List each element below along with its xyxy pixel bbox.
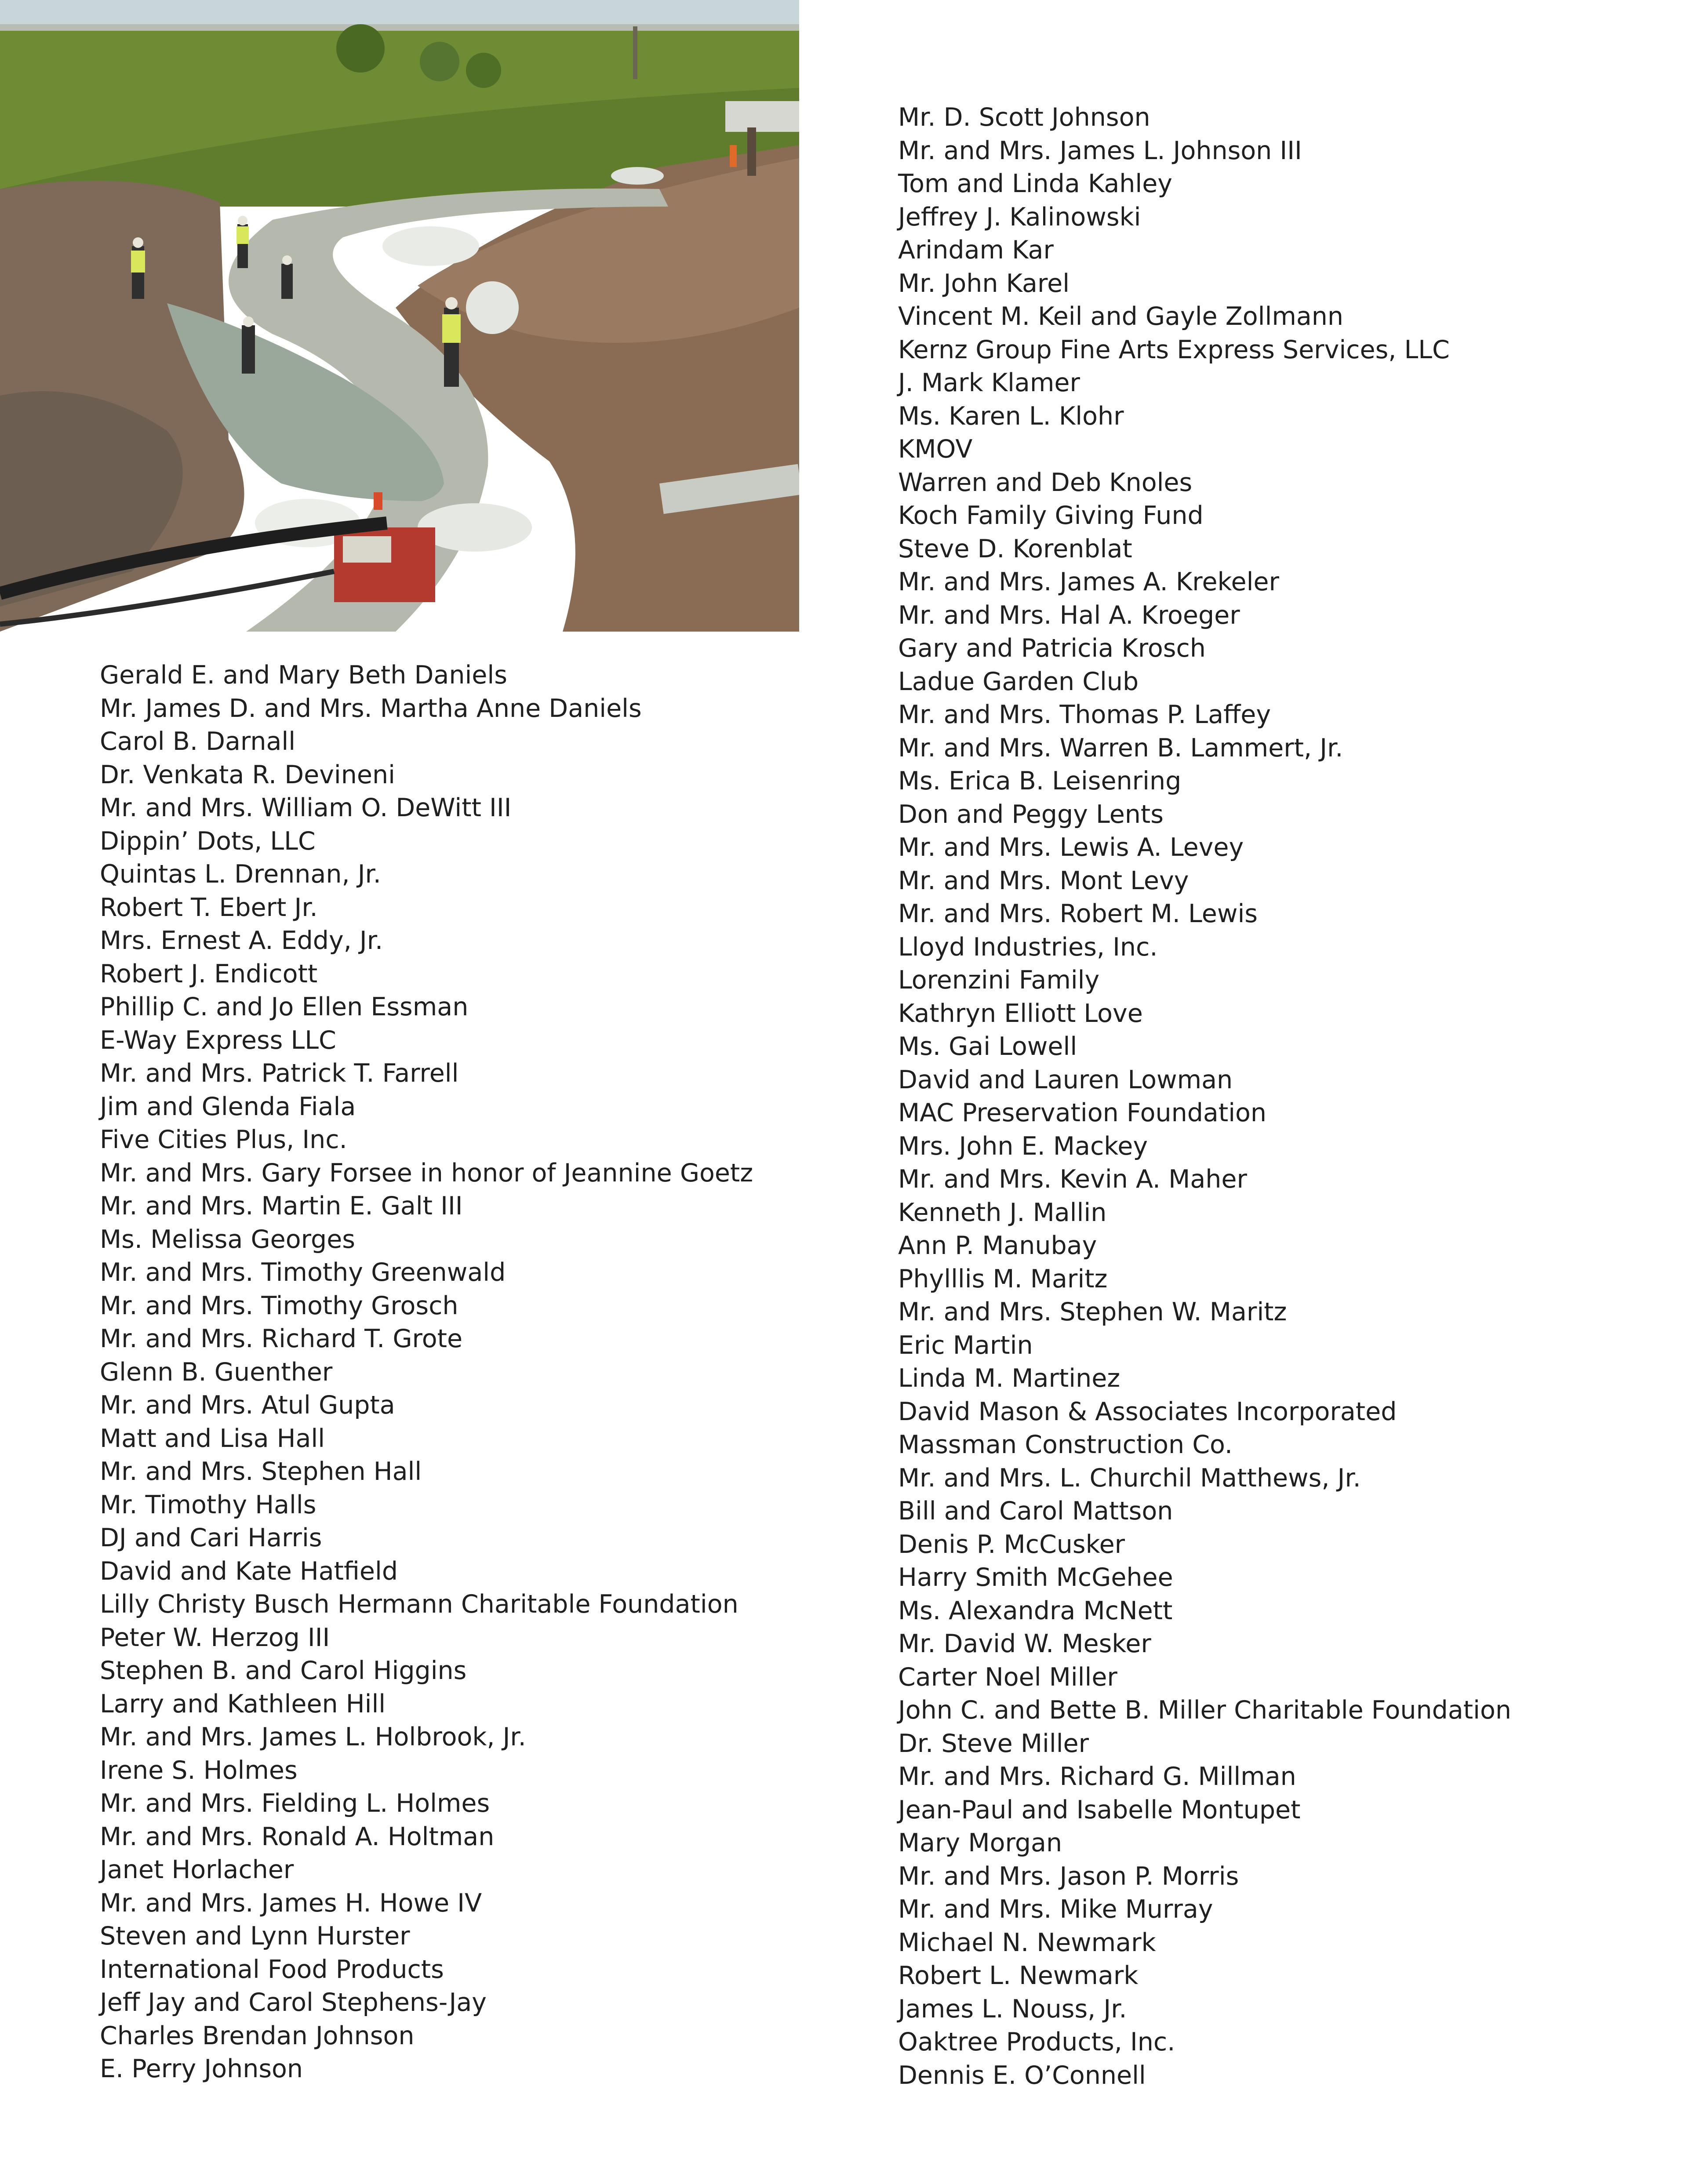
donor-name: Mr. and Mrs. L. Churchil Matthews, Jr. [898, 1463, 1361, 1493]
donor-name: Mr. and Mrs. Richard G. Millman [898, 1762, 1296, 1791]
construction-photo [0, 0, 799, 632]
donor-name: Mr. James D. and Mrs. Martha Anne Daniels [100, 694, 642, 723]
donor-name: John C. and Bette B. Miller Charitable Foundation [898, 1696, 1511, 1725]
donor-name: Ms. Gai Lowell [898, 1032, 1077, 1061]
donor-name: Lloyd Industries, Inc. [898, 932, 1158, 962]
donor-name: Mr. and Mrs. James H. Howe IV [100, 1888, 482, 1918]
donor-name: Mr. D. Scott Johnson [898, 103, 1150, 132]
donor-name: DJ and Cari Harris [100, 1523, 322, 1552]
donor-name: Mr. and Mrs. Stephen Hall [100, 1457, 422, 1486]
donor-name: Stephen B. and Carol Higgins [100, 1656, 467, 1685]
donor-name: Matt and Lisa Hall [100, 1424, 325, 1453]
donor-name: Mr. and Mrs. James L. Holbrook, Jr. [100, 1722, 526, 1752]
donor-name: Mr. and Mrs. Robert M. Lewis [898, 899, 1258, 928]
donor-name: Mr. and Mrs. Stephen W. Maritz [898, 1297, 1287, 1326]
donor-name: International Food Products [100, 1955, 444, 1984]
donor-name: Kernz Group Fine Arts Express Services, LLC [898, 335, 1450, 364]
donor-name: Mr. and Mrs. James L. Johnson III [898, 136, 1302, 165]
donor-name: Dennis E. O’Connell [898, 2060, 1146, 2090]
donor-name: Peter W. Herzog III [100, 1623, 330, 1652]
donor-name: Mary Morgan [898, 1828, 1062, 1857]
donor-name: Robert J. Endicott [100, 959, 318, 988]
donor-name: Mr. and Mrs. Timothy Grosch [100, 1291, 458, 1320]
donor-list-right [898, 101, 1511, 2092]
donor-name: E-Way Express LLC [100, 1025, 336, 1055]
donor-name: J. Mark Klamer [898, 368, 1080, 397]
donor-name: Mr. and Mrs. Mont Levy [898, 866, 1189, 895]
donor-name: Jim and Glenda Fiala [100, 1092, 356, 1121]
donor-name: Charles Brendan Johnson [100, 2021, 415, 2050]
donor-name: Mr. and Mrs. Mike Murray [898, 1895, 1213, 1924]
donor-name: Gerald E. and Mary Beth Daniels [100, 661, 507, 690]
donor-name: Denis P. McCusker [898, 1530, 1125, 1559]
donor-name: Mr. David W. Mesker [898, 1629, 1151, 1658]
donor-name: Linda M. Martinez [898, 1364, 1120, 1393]
donor-name: Eric Martin [898, 1330, 1033, 1360]
donor-name: Arindam Kar [898, 236, 1054, 265]
donor-name: Jean-Paul and Isabelle Montupet [898, 1795, 1301, 1824]
donor-name: Carter Noel Miller [898, 1662, 1117, 1692]
donor-name: Mr. and Mrs. Patrick T. Farrell [100, 1059, 459, 1088]
donor-name: Mr. and Mrs. Fielding L. Holmes [100, 1789, 490, 1818]
donor-list-left [100, 659, 753, 2086]
donor-name: KMOV [898, 435, 973, 464]
donor-name: Phillip C. and Jo Ellen Essman [100, 992, 469, 1021]
donor-name: Mr. and Mrs. Ronald A. Holtman [100, 1822, 495, 1851]
donor-name: Robert T. Ebert Jr. [100, 893, 318, 922]
donor-name: Carol B. Darnall [100, 727, 296, 756]
donor-name: Mr. and Mrs. Kevin A. Maher [898, 1165, 1247, 1194]
donor-name: Ms. Melissa Georges [100, 1225, 355, 1254]
donor-name: Ladue Garden Club [898, 667, 1139, 696]
donor-name: Harry Smith McGehee [898, 1563, 1173, 1592]
donor-name: Quintas L. Drennan, Jr. [100, 860, 381, 889]
donor-name: Mr. Timothy Halls [100, 1490, 316, 1519]
donor-name: Mr. and Mrs. Gary Forsee in honor of Jeannine Goetz [100, 1158, 753, 1188]
donor-name: Kenneth J. Mallin [898, 1198, 1107, 1227]
donor-name: Dr. Venkata R. Devineni [100, 760, 395, 789]
donor-name: Michael N. Newmark [898, 1928, 1156, 1957]
donor-name: Jeffrey J. Kalinowski [898, 202, 1141, 232]
donor-name: Mr. and Mrs. Martin E. Galt III [100, 1192, 463, 1221]
donor-name: Mr. and Mrs. Jason P. Morris [898, 1861, 1239, 1891]
donor-name: Dippin’ Dots, LLC [100, 826, 316, 856]
donor-name: E. Perry Johnson [100, 2054, 303, 2083]
donor-name: Ms. Alexandra McNett [898, 1596, 1173, 1625]
donor-name: Irene S. Holmes [100, 1755, 298, 1785]
donor-name: Mrs. Ernest A. Eddy, Jr. [100, 926, 383, 955]
donor-name: Steven and Lynn Hurster [100, 1922, 410, 1951]
donor-name: Mr. and Mrs. Lewis A. Levey [898, 833, 1244, 862]
donor-name: Koch Family Giving Fund [898, 501, 1204, 530]
donor-name: Ann P. Manubay [898, 1231, 1097, 1260]
donor-name: Massman Construction Co. [898, 1430, 1233, 1459]
donor-name: Mrs. John E. Mackey [898, 1131, 1148, 1161]
donor-name: Mr. and Mrs. Timothy Greenwald [100, 1258, 506, 1287]
donor-name: Glenn B. Guenther [100, 1357, 333, 1387]
donor-name: Dr. Steve Miller [898, 1729, 1089, 1758]
donor-name: David and Lauren Lowman [898, 1065, 1233, 1094]
donor-name: Mr. and Mrs. Warren B. Lammert, Jr. [898, 733, 1343, 763]
donor-name: Steve D. Korenblat [898, 534, 1132, 563]
donor-name: Ms. Erica B. Leisenring [898, 767, 1182, 796]
donor-name: Lorenzini Family [898, 966, 1100, 995]
donor-name: Mr. and Mrs. Thomas P. Laffey [898, 700, 1271, 729]
donor-name: Robert L. Newmark [898, 1961, 1139, 1990]
donor-name: Bill and Carol Mattson [898, 1497, 1173, 1526]
donor-name: Tom and Linda Kahley [898, 169, 1173, 198]
donor-name: Larry and Kathleen Hill [100, 1689, 386, 1719]
donor-name: Ms. Karen L. Klohr [898, 401, 1124, 431]
donor-name: Janet Horlacher [100, 1855, 294, 1884]
donor-name: Lilly Christy Busch Hermann Charitable Foundation [100, 1590, 738, 1619]
donor-name: Mr. and Mrs. Atul Gupta [100, 1391, 395, 1420]
donor-name: Mr. John Karel [898, 269, 1070, 298]
donor-name: Phylllis M. Maritz [898, 1264, 1108, 1294]
donor-name: Gary and Patricia Krosch [898, 634, 1206, 663]
donor-name: Jeff Jay and Carol Stephens-Jay [100, 1988, 487, 2017]
donor-name: Mr. and Mrs. Hal A. Kroeger [898, 600, 1240, 630]
donor-name: Mr. and Mrs. James A. Krekeler [898, 567, 1279, 596]
donor-name: David and Kate Hatfield [100, 1556, 398, 1586]
donor-name: Warren and Deb Knoles [898, 468, 1193, 497]
donor-name: Oaktree Products, Inc. [898, 2028, 1175, 2057]
donor-name: Vincent M. Keil and Gayle Zollmann [898, 302, 1344, 331]
donor-name: Mr. and Mrs. William O. DeWitt III [100, 793, 512, 822]
donor-name: David Mason & Associates Incorporated [898, 1397, 1397, 1426]
donor-name: Five Cities Plus, Inc. [100, 1125, 347, 1154]
donor-name: Kathryn Elliott Love [898, 999, 1143, 1028]
donor-name: James L. Nouss, Jr. [898, 1994, 1127, 2024]
donor-name: MAC Preservation Foundation [898, 1098, 1267, 1127]
donor-name: Don and Peggy Lents [898, 799, 1164, 829]
donor-name: Mr. and Mrs. Richard T. Grote [100, 1324, 463, 1353]
